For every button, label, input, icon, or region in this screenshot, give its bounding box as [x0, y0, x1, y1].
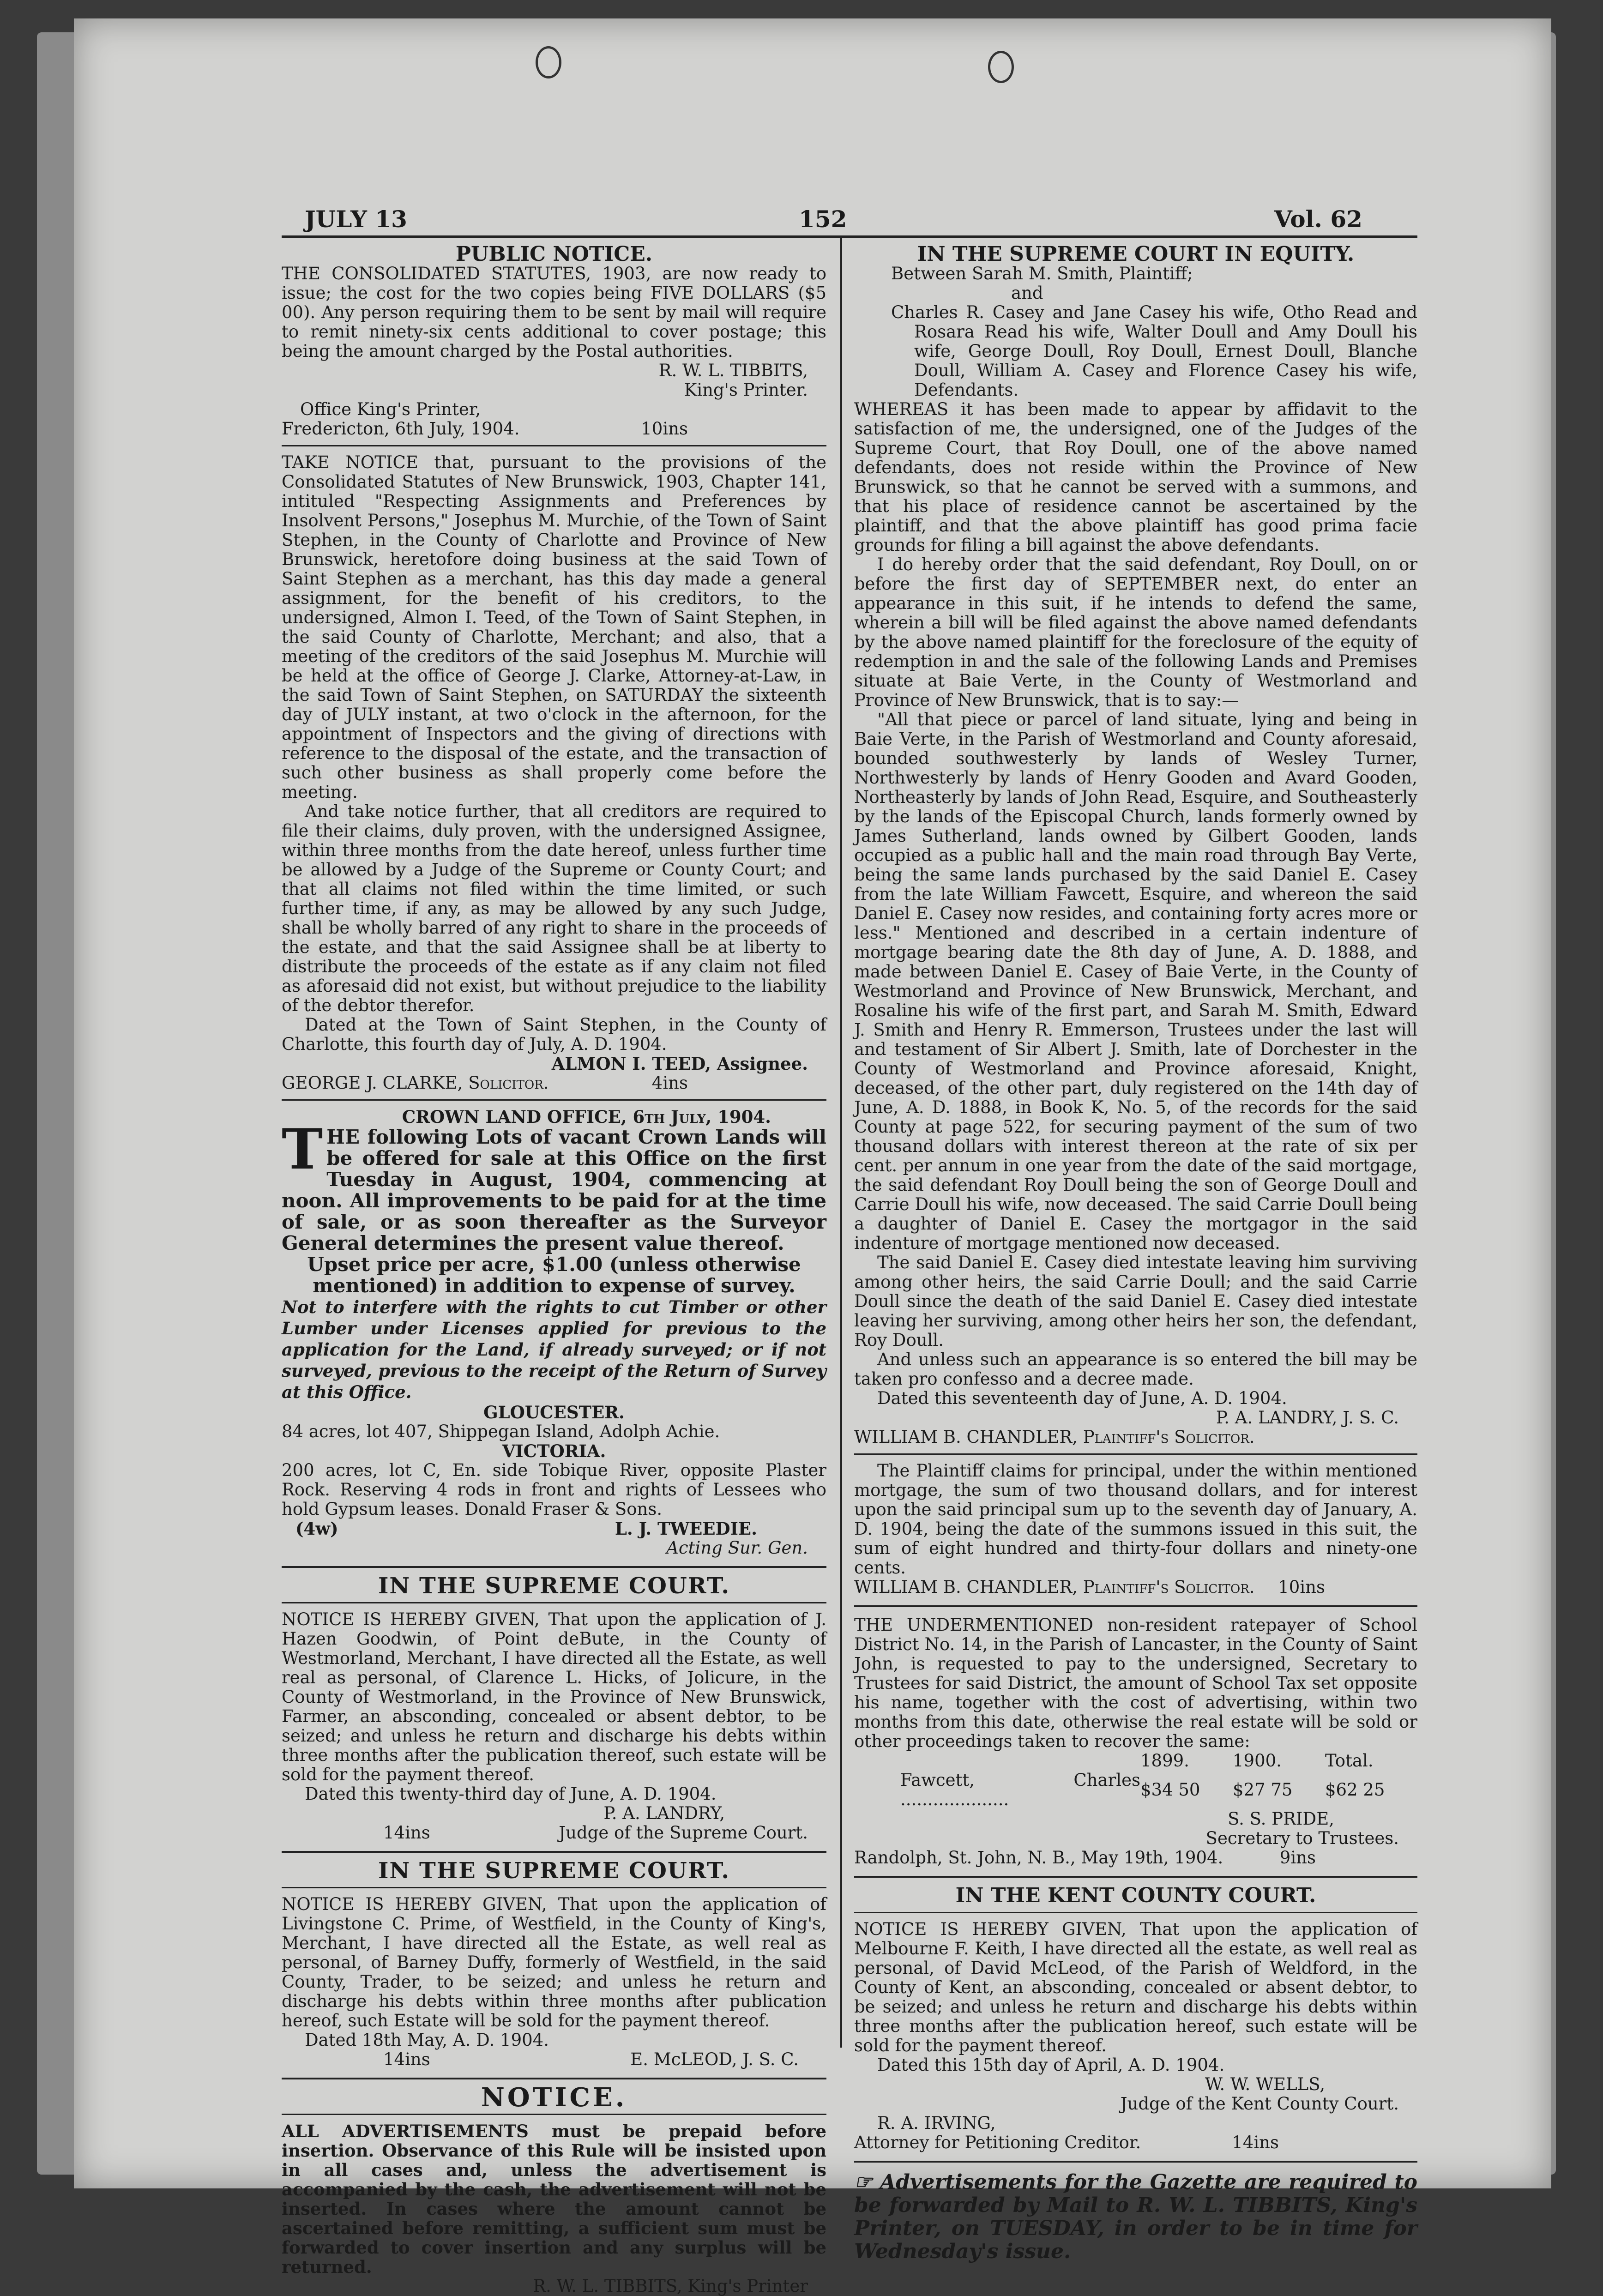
equity-and: and: [1011, 283, 1043, 303]
supreme-court-1-signer-title: Judge of the Supreme Court.: [559, 1823, 808, 1843]
kent-heading: IN THE KENT COUNTY COURT.: [955, 1884, 1316, 1907]
crown-land-signer-title: Acting Sur. Gen.: [666, 1538, 808, 1558]
crown-land-body: HE following Lots of vacant Crown Lands will be offered for sale at this Office on the first Tuesday in August, 1904, commencing at noon. All improvements to be paid for at the time of sale, or as soon thereafter as the Surveyor General determines the present value thereof.: [282, 1126, 826, 1254]
divider: [282, 1851, 826, 1853]
equity-dated: Dated this seventeenth day of June, A. D. 1904.: [877, 1388, 1287, 1408]
equity-solicitor: WILLIAM B. CHANDLER, Plaintiff's Solicitor.: [854, 1427, 1255, 1447]
divider: [854, 1605, 1417, 1607]
table-cell: $34 50: [1140, 1780, 1200, 1800]
table-cell: Fawcett, Charles ....................: [900, 1770, 1140, 1809]
equity-ins: 10ins: [1278, 1577, 1325, 1597]
equity-defendants: Charles R. Casey and Jane Casey his wife, Otho Read and Rosara Read his wife, Walter Doull and Amy Doull his wife, George Doull, Roy Doull, Ernest Doull, Blanche Doull, William A. Casey and Florence Casey his wife, Defendants.: [891, 302, 1417, 400]
equity-solicitor-2: WILLIAM B. CHANDLER, Plaintiff's Solicitor.: [854, 1577, 1255, 1597]
table-row: [854, 1771, 1417, 1809]
divider: [854, 1453, 1417, 1455]
supreme-court-2-heading: IN THE SUPREME COURT.: [378, 1858, 730, 1884]
take-notice-dated: Dated at the Town of Saint Stephen, in the County of Charlotte, this fourth day of July, A. D. 1904.: [282, 1015, 826, 1054]
take-notice-signer: ALMON I. TEED, Assignee.: [551, 1054, 808, 1074]
equity-claim: The Plaintiff claims for principal, under the within mentioned mortgage, the sum of two thousand dollars, and for interest upon the said principal sum up to the seventh day of January, A. D. 1904, being the date of the summons issued in this suit, the sum of eight hundred and thirty-four dollars and ninety-one cents.: [854, 1461, 1417, 1578]
gazette-mail-note: ☞ Advertisements for the Gazette are required to be forwarded by Mail to R. W. L. TIBBITS, King's Printer, on TUESDAY, in order to be in time for Wednesday's issue.: [854, 2170, 1417, 2263]
crown-land-weeks: (4w): [295, 1519, 338, 1539]
school-signer: S. S. PRIDE,: [1228, 1809, 1334, 1829]
crown-land-office-line: CROWN LAND OFFICE, 6th July, 1904.: [402, 1107, 771, 1127]
punch-hole: [988, 51, 1014, 83]
supreme-court-2-body: NOTICE IS HEREBY GIVEN, That upon the application of Livingstone C. Prime, of Westfield, in the County of King's, Merchant, I have directed all the Estate, as well real as personal, of Barney Duffy, formerly of Westfield, in the said County, Trader, to be seized; and unless he return and discharge his debts within three months after publication hereof, such Estate will be sold for the payment thereof.: [282, 1894, 826, 2031]
kent-signer: W. W. WELLS,: [1205, 2074, 1325, 2094]
column-rule: [840, 238, 842, 2048]
public-notice-place-date: Fredericton, 6th July, 1904.: [282, 419, 520, 439]
header-page-number: 152: [799, 205, 847, 233]
notice-body: ALL ADVERTISEMENTS must be prepaid before insertion. Observance of this Rule will be insisted upon in all cases and, unless the advertisement is accompanied by the cash, the advertisement will not be inserted. In cases where the amount cannot be ascertained before remitting, a sufficient sum must be forwarded to cover insertion and any surplus will be returned.: [282, 2121, 826, 2277]
crown-land-signer: L. J. TWEEDIE.: [615, 1519, 757, 1539]
crown-land-lot-1: 84 acres, lot 407, Shippegan Island, Adolph Achie.: [282, 1422, 720, 1441]
equity-p2: I do hereby order that the said defendant, Roy Doull, on or before the first day of SEPTEMBER next, do enter an appearance in this suit, if he intends to defend the same, wherein a bill will be filed against the above named defendants by the above named plaintiff for the foreclosure of the equity of redemption in and the sale of the following Lands and Premises situate at Baie Verte, in the County of Westmorland and Province of New Brunswick, that is to say:—: [854, 554, 1417, 710]
divider: [282, 1566, 826, 1568]
equity-p1: WHEREAS it has been made to appear by affidavit to the satisfaction of me, the undersigned, one of the Judges of the Supreme Court, that Roy Doull, one of the above named defendants, does not reside within the Province of New Brunswick, so that he cannot be served with a summons, and that his place of residence cannot be ascertained by the plaintiff, and that the above plaintiff has good prima facie grounds for filing a bill against the above defendants.: [854, 399, 1417, 555]
divider: [282, 445, 826, 446]
take-notice-solicitor: GEORGE J. CLARKE, Solicitor.: [282, 1073, 549, 1093]
table-cell: $62 25: [1325, 1780, 1385, 1800]
divider: [854, 1912, 1417, 1913]
gazette-page: [74, 18, 1551, 2296]
school-tax-table: [854, 1751, 1417, 1809]
public-notice-office: Office King's Printer,: [300, 399, 481, 419]
supreme-court-1-body: NOTICE IS HEREBY GIVEN, That upon the application of J. Hazen Goodwin, of Point deBute, in the County of Westmorland, Merchant, I have directed all the Estate, as well real as personal, of Clarence L. Hicks, of Jolicure, in the County of Westmorland, in the Province of New Brunswick, Farmer, an absconding, concealed or absent debtor, to be seized; and unless he return and discharge his debts within three months after the publication thereof, such estate will be sold for the payment thereof.: [282, 1609, 826, 1784]
supreme-court-1-dated: Dated this twenty-third day of June, A. D. 1904.: [305, 1784, 717, 1804]
supreme-court-1-heading: IN THE SUPREME COURT.: [378, 1573, 730, 1599]
header-volume: Vol. 62: [1274, 205, 1362, 233]
divider: [282, 1602, 826, 1603]
supreme-court-2-dated: Dated 18th May, A. D. 1904.: [305, 2030, 549, 2050]
header-rule: [282, 235, 1417, 238]
equity-signer: P. A. LANDRY, J. S. C.: [1216, 1408, 1399, 1428]
header-date: JULY 13: [305, 205, 407, 233]
public-notice-body: THE CONSOLIDATED STATUTES, 1903, are now ready to issue; the cost for the two copies being FIVE DOLLARS ($5 00). Any person requiring them to be sent by mail will require to remit ninety-six cents additional to cover postage; this being the amount charged by the Postal authorities.: [282, 264, 826, 361]
crown-land-lot-2: 200 acres, lot C, En. side Tobique River, opposite Plaster Rock. Reserving 4 rods in front and rights of Lessees who hold Gypsum leases. Donald Fraser & Sons.: [282, 1460, 826, 1519]
supreme-court-2-ins: 14ins: [383, 2049, 430, 2069]
left-column: [282, 242, 826, 2296]
table-cell: $27 75: [1233, 1780, 1293, 1800]
divider: [282, 1887, 826, 1888]
divider: [854, 1876, 1417, 1878]
divider: [282, 1099, 826, 1101]
divider: [854, 2161, 1417, 2163]
kent-attorney: Attorney for Petitioning Creditor.: [854, 2133, 1141, 2152]
column-header: Total.: [1325, 1751, 1374, 1771]
equity-heading: IN THE SUPREME COURT IN EQUITY.: [917, 242, 1355, 266]
take-notice-p1: TAKE NOTICE that, pursuant to the provisions of the Consolidated Statutes of New Brunswick, 1903, Chapter 141, intituled "Respecting Assignments and Preferences by Insolvent Persons," Josephus M. Murchie, of the Town of Saint Stephen, in the County of Charlotte and Province of New Brunswick, heretofore doing business at the said Town of Saint Stephen as a merchant, has this day made a general assignment, for the benefit of his creditors, to the undersigned, Almon I. Teed, of the Town of Saint Stephen, in the said County of Charlotte, Merchant; and also, that a meeting of the creditors of the said Josephus M. Murchie will be held at the office of George J. Clarke, Attorney-at-Law, in the said Town of Saint Stephen, on SATURDAY the sixteenth day of JULY instant, at two o'clock in the afternoon, for the appointment of Inspectors and the giving of directions with reference to the disposal of the estate, and the transaction of such other business as shall properly come before the meeting.: [282, 452, 826, 802]
school-body: THE UNDERMENTIONED non-resident ratepayer of School District No. 14, in the Parish of Lancaster, in the County of Saint John, is requested to pay to the undersigned, Secretary to Trustees for said District, the amount of School Tax set opposite his name, together with the cost of advertising, within two months from this date, otherwise the real estate will be sold or other proceedings taken to recover the same:: [854, 1615, 1417, 1751]
crown-land-county-victoria: VICTORIA.: [502, 1441, 606, 1461]
supreme-court-1-ins: 14ins: [383, 1823, 430, 1843]
crown-land-upset-price: Upset price per acre, $1.00 (unless otherwise mentioned) in addition to expense of survey.: [307, 1253, 801, 1297]
supreme-court-2-signer: E. McLEOD, J. S. C.: [630, 2049, 799, 2069]
crown-land-drop-cap: T: [282, 1117, 323, 1182]
divider: [282, 2078, 826, 2079]
crown-land-county-gloucester: GLOUCESTER.: [483, 1402, 625, 1422]
equity-between: Between Sarah M. Smith, Plaintiff;: [891, 264, 1193, 283]
public-notice-signer-title: King's Printer.: [684, 380, 808, 400]
column-header: 1900.: [1233, 1751, 1282, 1771]
school-signer-title: Secretary to Trustees.: [1205, 1828, 1399, 1848]
notice-signer: R. W. L. TIBBITS, King's Printer: [533, 2276, 808, 2296]
equity-p3: "All that piece or parcel of land situate, lying and being in Baie Verte, in the Parish of Westmorland and County aforesaid, bounded southwesterly by lands of Wesley Turner, Northwesterly by lands of Henry Gooden and Avard Gooden, Northeasterly by lands of John Read, Esquire, and Southeasterly by the lands of the Episcopal Church, lands formerly owned by James Sutherland, lands owned by Gilbert Gooden, lands occupied as a public hall and the main road through Bay Verte, being the same lands purchased by the said Daniel E. Casey from the late William Fawcett, Esquire, and whereon the said Daniel E. Casey now resides, and containing forty acres more or less." Mentioned and described in a certain indenture of mortgage bearing date the 8th day of June, A. D. 1888, and made between Daniel E. Casey of Baie Verte, in the County of Westmorland and Province of New Brunswick, Merchant, and Rosaline his wife of the first part, and Sarah M. Smith, Edward J. Smith and Henry R. Emmerson, Trustees under the last will and testament of Sir Albert J. Smith, late of Dorchester in the County of Westmorland and Province aforesaid, Knight, deceased, of the other part, duly registered on the 14th day of June, A. D. 1888, in Book K, No. 5, of the records for the said County at page 522, for securing payment of the sum of two thousand dollars with interest thereon at the rate of six per cent. per annum in one year from the date of the said mortgage, the said defendant Roy Doull being the son of George Doull and Carrie Doull his wife, now deceased. The said Carrie Doull being a daughter of Daniel E. Casey the mortgagor in the said indenture of mortgage mentioned now deceased.: [854, 710, 1417, 1253]
public-notice-ins: 10ins: [641, 419, 688, 439]
crown-land-italic-note: Not to interfere with the rights to cut Timber or other Lumber under Licenses applied for previous to the application for the Land, if already surveyed; or if not surveyed, previous to the receipt of the Return of Survey at this Office.: [282, 1297, 826, 1402]
equity-p4: The said Daniel E. Casey died intestate leaving him surviving among other heirs, the said Carrie Doull; and the said Carrie Doull since the death of the said Daniel E. Casey died intestate leaving her surviving, among other heirs her son, the defendant, Roy Doull.: [854, 1253, 1417, 1350]
school-place-date: Randolph, St. John, N. B., May 19th, 1904.: [854, 1848, 1223, 1868]
public-notice-heading: PUBLIC NOTICE.: [455, 242, 653, 266]
school-ins: 9ins: [1279, 1848, 1316, 1868]
kent-signer-title: Judge of the Kent County Court.: [1120, 2094, 1399, 2114]
public-notice-signer: R. W. L. TIBBITS,: [658, 361, 808, 380]
equity-p5: And unless such an appearance is so entered the bill may be taken pro confesso and a decree made.: [854, 1350, 1417, 1389]
kent-ins: 14ins: [1232, 2133, 1279, 2152]
kent-body: NOTICE IS HEREBY GIVEN, That upon the application of Melbourne F. Keith, I have directed all the estate, as well real as personal, of David McLeod, of the Parish of Weldford, in the County of Kent, an absconding, concealed or absent debtor, to be seized; and unless he return and discharge his debts within three months after the publication hereof, such estate will be sold for the payment thereof.: [854, 1919, 1417, 2055]
kent-attorney-name: R. A. IRVING,: [877, 2113, 996, 2133]
take-notice-p2: And take notice further, that all creditors are required to file their claims, duly proven, with the undersigned Assignee, within three months from the date hereof, unless further time be allowed by a Judge of the Supreme or County Court; and that all claims not filed within the time limited, or such further time, if any, as may be allowed by any such Judge, shall be wholly barred of any right to share in the proceeds of the estate, and that the said Assignee shall be at liberty to distribute the proceeds of the estate as if any claim not filed as aforesaid did not exist, but without prejudice to the liability of the debtor therefor.: [282, 801, 826, 1015]
right-column: [854, 242, 1417, 2263]
column-header: 1899.: [1140, 1751, 1189, 1771]
divider: [282, 2114, 826, 2115]
notice-heading: NOTICE.: [481, 2082, 627, 2113]
table-row: [854, 1751, 1417, 1771]
supreme-court-1-signer: P. A. LANDRY,: [603, 1803, 725, 1823]
kent-dated: Dated this 15th day of April, A. D. 1904.: [877, 2055, 1225, 2075]
take-notice-ins: 4ins: [651, 1073, 688, 1093]
punch-hole: [536, 46, 561, 78]
